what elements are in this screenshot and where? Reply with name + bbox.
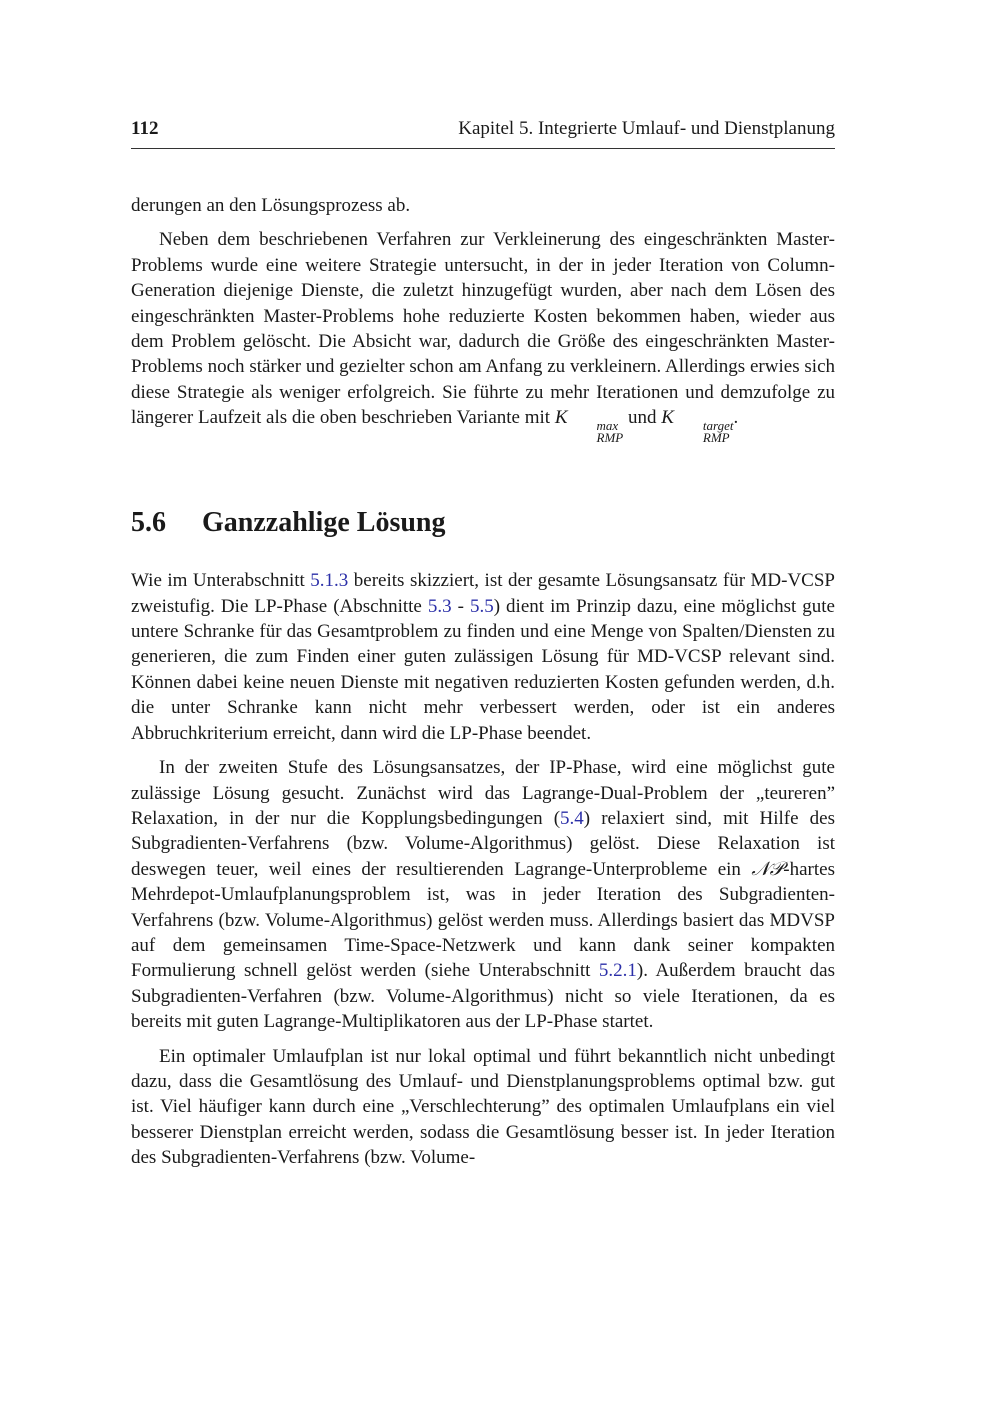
math-k-target-rmp bbox=[661, 407, 734, 446]
running-header bbox=[131, 118, 835, 149]
math-base: K bbox=[554, 407, 568, 429]
text-run: -hartes Mehrdepot-Umlaufplanungsproblem ist, was in jeder Iteration des Subgradienten-Verfahrens (bzw. Volume-Algorithmus) gelöst werden muss. Allerdings basiert das MDVSP auf dem gemeinsamen Time-Space-Netzwerk und kann dank seiner kompakten Formulierung schnell gelöst werden (siehe Unterabschnitt bbox=[131, 858, 835, 982]
math-k-max-rmp bbox=[554, 407, 624, 446]
paragraph-lp-phase bbox=[131, 568, 835, 746]
math-scripts bbox=[675, 420, 734, 444]
section-number: 5.6 bbox=[131, 507, 166, 539]
math-sub: RMP bbox=[596, 430, 624, 446]
ref-5-2-1[interactable]: 5.2.1 bbox=[598, 960, 637, 982]
sentence-end: . bbox=[733, 407, 739, 429]
section-heading bbox=[131, 506, 835, 540]
document-page bbox=[131, 118, 835, 1171]
text-run: Wie im Unterabschnitt bbox=[131, 570, 305, 592]
paragraph-continuation: derungen an den Lösungsprozess ab. bbox=[131, 195, 411, 216]
np-symbol: 𝒩𝒫 bbox=[751, 857, 784, 880]
paragraph-text: Neben dem beschriebenen Verfahren zur Verkleinerung des eingeschränkten Master-Problems wurde eine weitere Strategie untersucht, in der in jeder Iteration von Column-Generation diejenige Dienste, die zuletzt hinzugefügt wurden, aber nach dem Lösen des eingeschränkten Master-Problems hohe reduzierte Kosten bekommen haben, wieder aus dem Problem gelöscht. Die Absicht war, dadurch die Größe des eingeschränkten Master-Problems noch stärker und gezielter schon am Anfang zu verkleinern. Allerdings erwies sich diese Strategie als weniger erfolgreich. Sie führte zu mehr Iterationen und demzufolge zu längerer Laufzeit als die oben beschrieben Variante mit bbox=[131, 229, 835, 429]
paragraph-ip-phase bbox=[131, 755, 835, 1034]
ref-5-1-3[interactable]: 5.1.3 bbox=[310, 570, 349, 592]
chapter-title: Kapitel 5. Integrierte Umlauf- und Dienstplanung bbox=[458, 118, 835, 139]
paragraph-strategy bbox=[131, 227, 835, 444]
ref-5-5[interactable]: 5.5 bbox=[469, 595, 494, 617]
paragraph-optimal-plan: Ein optimaler Umlaufplan ist nur lokal optimal und führt bekanntlich nicht unbedingt dazu, dass die Gesamtlösung des Umlauf- und Dienstplanungsproblems optimal bzw. gut ist. Viel häufiger kann durch eine „Verschlechterung” des optimalen Umlaufplans ein viel besserer Dienstplan erreicht werden, sodass die Gesamtlösung besser ist. In jeder Iteration des Subgradienten-Verfahrens (bzw. Volume- bbox=[131, 1045, 835, 1169]
math-sub: RMP bbox=[702, 430, 730, 446]
text-run: bereits skizziert, ist der gesamte Lösungsansatz für MD-VCSP zweistufig. Die LP-Phase (Abschnitte bbox=[131, 570, 835, 617]
text-run: ). Außerdem braucht das Subgradienten-Verfahren (bzw. Volume-Algorithmus) nicht so viele Iterationen, da es bereits mit guten Lagrange-Multiplikatoren aus der LP-Phase startet. bbox=[131, 960, 835, 1033]
connector-text: und bbox=[627, 407, 657, 429]
ref-eq-5-4[interactable]: 5.4 bbox=[560, 807, 584, 829]
text-run: In der zweiten Stufe des Lösungsansatzes, der IP-Phase, wird eine möglichst gute zulässige Lösung gesucht. Zunächst wird das Lagrange-Dual-Problem der „teureren” Relaxation, in der nur die Kopplungsbedingungen ( bbox=[131, 757, 835, 829]
math-base: K bbox=[661, 407, 674, 429]
ref-5-3[interactable]: 5.3 bbox=[427, 595, 452, 617]
math-sup: max bbox=[596, 418, 619, 434]
page-number: 112 bbox=[131, 118, 159, 139]
math-scripts bbox=[569, 420, 624, 444]
section-title: Ganzzahlige Lösung bbox=[202, 507, 446, 539]
math-sup: target bbox=[702, 418, 734, 434]
text-run: ) relaxiert sind, mit Hilfe des Subgradienten-Verfahrens (bzw. Volume-Algorithmus) gelöst. Diese Relaxation ist deswegen teuer, weil eines der resultierenden Lagrange-Unterprobleme ein bbox=[131, 807, 835, 880]
text-run: - bbox=[457, 595, 464, 617]
text-run: ) dient im Prinzip dazu, eine möglichst gute untere Schranke für das Gesamtproblem zu finden und eine Menge von Spalten/Diensten zu generieren, die zum Finden einer guten zulässigen Lösung für MD-VCSP relevant sind. Können dabei keine neuen Dienste mit negativen reduzierten Kosten gefunden werden, d.h. die unter Schranke kann nicht mehr verbessert werden, oder ist ein anderes Abbruchkriterium erreicht, dann wird die LP-Phase beendet. bbox=[131, 595, 835, 744]
